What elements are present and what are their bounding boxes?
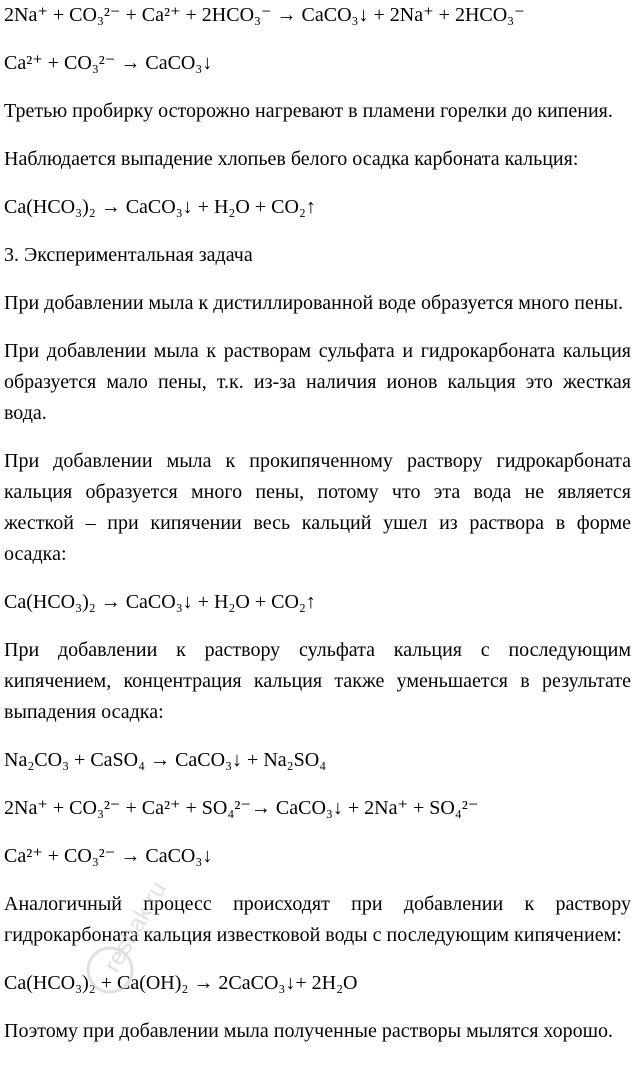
equation-decomposition-repeat: Ca(HCO₃)₂ → CaCO₃↓ + H₂O + CO₂↑ (4, 591, 316, 613)
paragraph-heating: Третью пробирку осторожно нагревают в пламени горелки до кипения. (4, 100, 613, 122)
equation-molecular-sulfate: Na₂CO₃ + CaSO₄ → CaCO₃↓ + Na₂SO₄ (4, 749, 327, 771)
equation-lime-water: Ca(HCO₃)₂ + Ca(OH)₂ → 2CaCO₃↓+ 2H₂O (4, 972, 358, 994)
paragraph-distilled-water: При добавлении мыла к дистиллированной воде образуется много пены. (4, 292, 623, 314)
paragraph-conclusion: Поэтому при добавлении мыла полученные растворы мылятся хорошо. (4, 1020, 614, 1042)
equation-ionic-sulfate: 2Na⁺ + CO₃²⁻ + Ca²⁺ + SO₄²⁻→ CaCO₃↓ + 2Na⁺ + SO₄²⁻ (4, 797, 479, 819)
watermark-text: reshak.ru (98, 876, 173, 978)
paragraph-calcium-sulfate: При добавлении к раствору сульфата кальция с последующим кипячением, концентрация кальция также уменьшается в результате выпадения осадка: (4, 639, 631, 723)
equation-decomposition: Ca(HCO₃)₂ → CaCO₃↓ + H₂O + CO₂↑ (4, 196, 316, 218)
ionic-equation-full: 2Na⁺ + CO₃²⁻ + Ca²⁺ + 2HCO₃⁻ → CaCO₃↓ + 2Na⁺ + 2HCO₃⁻ (4, 4, 525, 26)
paragraph-observation: Наблюдается выпадение хлопьев белого осадка карбоната кальция: (4, 148, 579, 170)
ionic-equation-short: Ca²⁺ + CO₃²⁻ → CaCO₃↓ (4, 52, 213, 74)
paragraph-boiled-solution: При добавлении мыла к прокипяченному раствору гидрокарбоната кальция образуется много пены, потому что эта вода не является жесткой – при кипячении весь кальций ушел из раствора в форме осадка: (4, 450, 631, 565)
paragraph-hard-water: При добавлении мыла к растворам сульфата и гидрокарбоната кальция образуется мало пены, т.к. из-за наличия ионов кальция это жесткая вода. (4, 340, 631, 424)
paragraph-lime-water: Аналогичный процесс происходят при добавлении к раствору гидрокарбоната кальция известковой воды с последующим кипячением: (4, 893, 631, 946)
equation-short-ionic-sulfate: Ca²⁺ + CO₃²⁻ → CaCO₃↓ (4, 845, 213, 867)
section-heading: 3. Экспериментальная задача (4, 244, 253, 266)
